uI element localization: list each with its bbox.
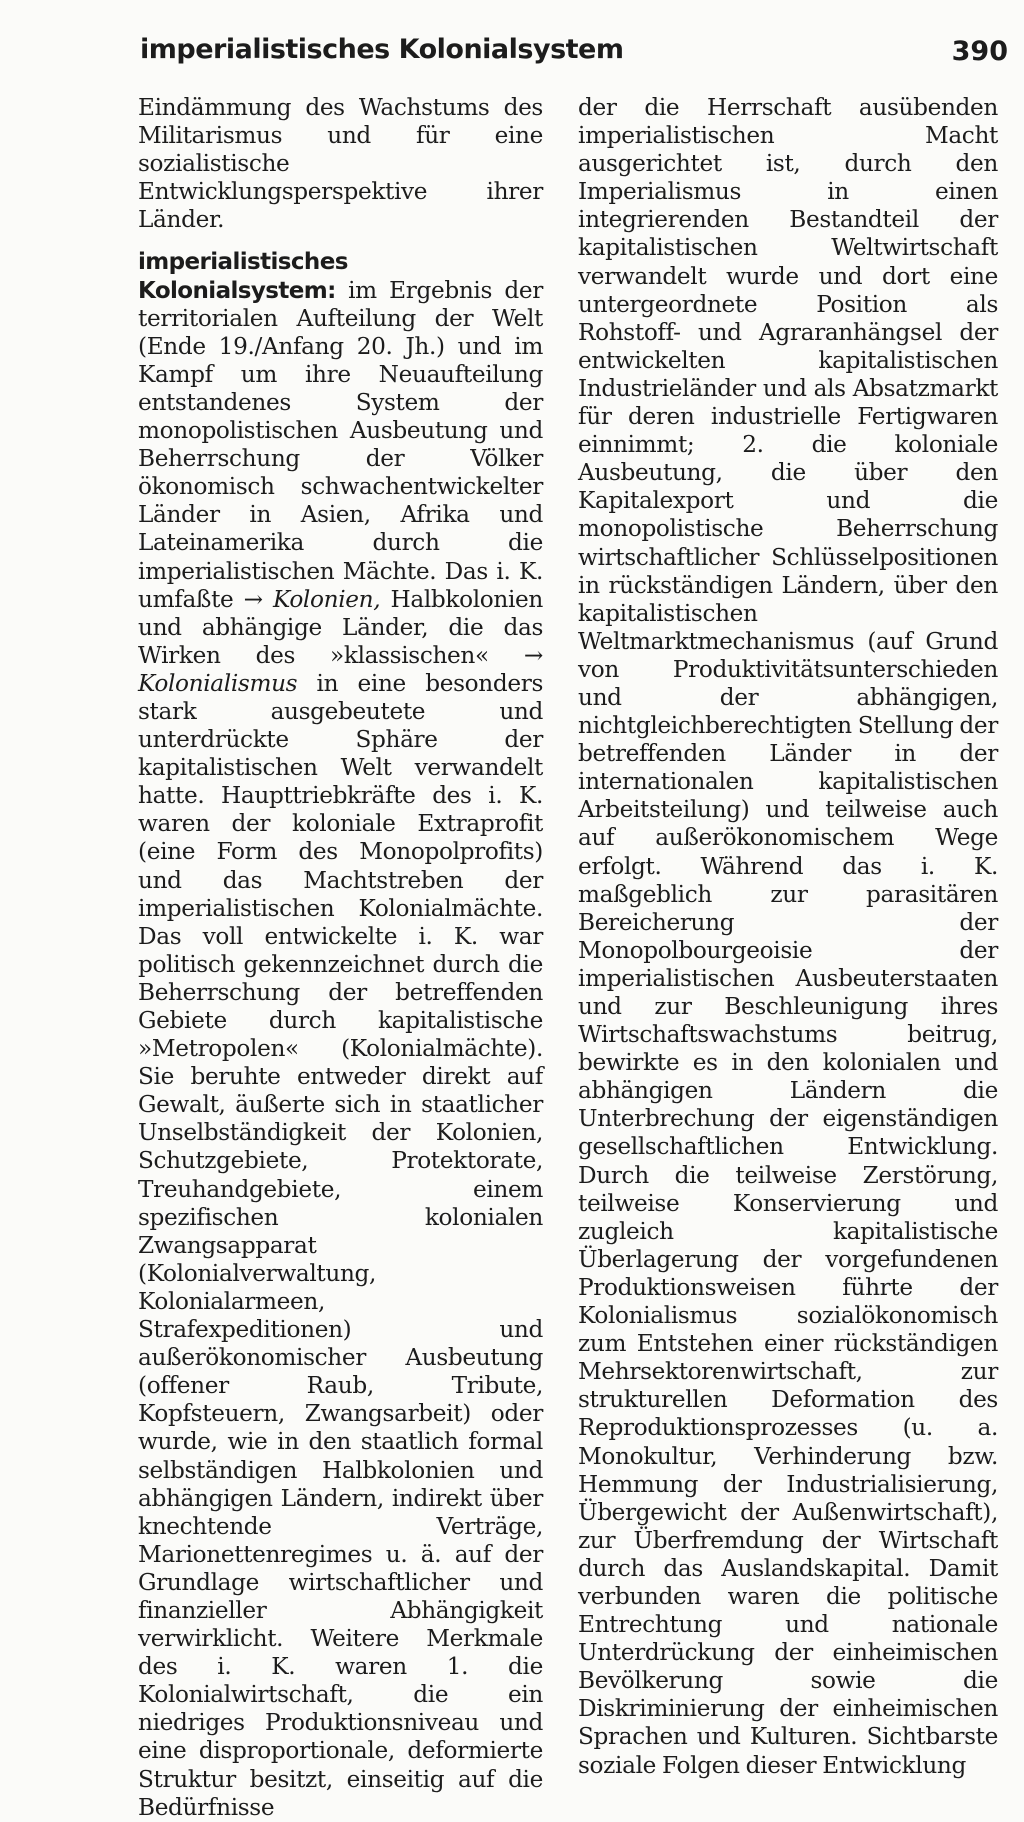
left-column [138,94,543,1822]
entry-continuation: der die Herrschaft ausübenden imperialistischen Macht ausgerichtet ist, durch den Imperialismus in einen integrierenden Bestandteil der kapitalistischen Weltwirtschaft verwandelt wurde und dort eine untergeordnete Position als Rohstoff- und Agraranhängsel der entwickelten kapitalistischen Industrieländer und als Absatzmarkt für deren industrielle Fertigwaren einnimmt; 2. die koloniale Ausbeutung, die über den Kapitalexport und die monopolistische Beherrschung wirtschaftlicher Schlüsselpositionen in rückständigen Ländern, über den kapitalistischen Weltmarktmechanismus (auf Grund von Produktivitätsunterschieden und der abhängigen, nichtgleichberechtigten Stellung der betreffenden Länder in der internationalen kapitalistischen Arbeitsteilung) und teilweise auch auf außerökonomischem Wege erfolgt. Während das i. K. maßgeblich zur parasitären Bereicherung der Monopolbourgeoisie der imperialistischen Ausbeuterstaaten und zur Beschleunigung ihres Wirtschaftswachstums beitrug, bewirkte es in den kolonialen und abhängigen Ländern die Unterbrechung der eigenständigen gesellschaftlichen Entwicklung. Durch die teilweise Zerstörung, teilweise Konservierung und zugleich kapitalistische Überlagerung der vorgefundenen Produktionsweisen führte der Kolonialismus sozialökonomisch zum Entstehen einer rückständigen Mehrsektorenwirtschaft, zur strukturellen Deformation des Reproduktionsprozesses (u. a. Monokultur, Verhinderung bzw. Hemmung der Industrialisierung, Übergewicht der Außenwirtschaft), zur Überfremdung der Wirtschaft durch das Auslandskapital. Damit verbunden waren die politische Entrechtung und nationale Unterdrückung der einheimischen Bevölkerung sowie die Diskriminierung der einheimischen Sprachen und Kulturen. Sichtbarste soziale Folgen dieser Entwicklung [578,94,999,1779]
entry-text-3: in eine besonders stark ausgebeutete und unterdrückte Sphäre der kapitalistischen Welt verwandelt hatte. Haupttriebkräfte des i. K. waren der koloniale Extraprofit (eine Form des Monopolprofits) und das Machtstreben der imperialistischen Kolonialmächte. Das voll entwickelte i. K. war politisch gekennzeichnet durch die Beherrschung der betreffenden Gebiete durch kapitalistische »Metropolen« (Kolonialmächte). Sie beruhte entweder direkt auf Gewalt, äußerte sich in staatlicher Unselbständigkeit der Kolonien, Schutzgebiete, Protektorate, Treuhandgebiete, einem spezifischen kolonialen Zwangsapparat (Kolonialverwaltung, Kolonialarmeen, Strafexpeditionen) und außerökonomischer Ausbeutung (offener Raub, Tribute, Kopfsteuern, Zwangsarbeit) oder wurde, wie in den staatlich formal selbständigen Halbkolonien und abhängigen Ländern, indirekt über knechtende Verträge, Marionettenregimes u. ä. auf der Grundlage wirtschaftlicher und finanzieller Abhängigkeit verwirklicht. Weitere Merkmale des i. K. waren 1. die Kolonialwirtschaft, die ein niedriges Produktionsniveau und eine disproportionale, deformierte Struktur besitzt, einseitig auf die Bedürfnisse [138,669,543,1821]
right-column [578,94,998,1780]
continuation-paragraph: Eindämmung des Wachstums des Militarismus und für eine sozialistische Entwicklungsperspektive ihrer Länder. [138,94,543,234]
page-number: 390 [951,36,1008,67]
running-head: imperialistisches Kolonialsystem [140,34,624,65]
page-header [140,34,1008,78]
entry-text-2: Halbkolonien und abhängige Länder, die das Wirken des »klassischen« [138,585,543,669]
cross-reference-kolonialismus: → Kolonialismus [138,641,543,697]
entry-text-1: im Ergebnis der territorialen Aufteilung der Welt (Ende 19./Anfang 20. Jh.) und im Kampf um ihre Neuaufteilung entstandenes System der monopolistischen Ausbeutung und Beherrschung der Völker ökonomisch schwachentwickelter Länder in Asien, Afrika und Lateinamerika durch die imperialistischen Mächte. Das i. K. umfaßte [138,276,543,613]
cross-reference-kolonien: → Kolonien, [243,585,381,613]
entry-headword: imperialistisches Kolonialsystem: [138,249,348,304]
entry-paragraph [138,248,543,1821]
